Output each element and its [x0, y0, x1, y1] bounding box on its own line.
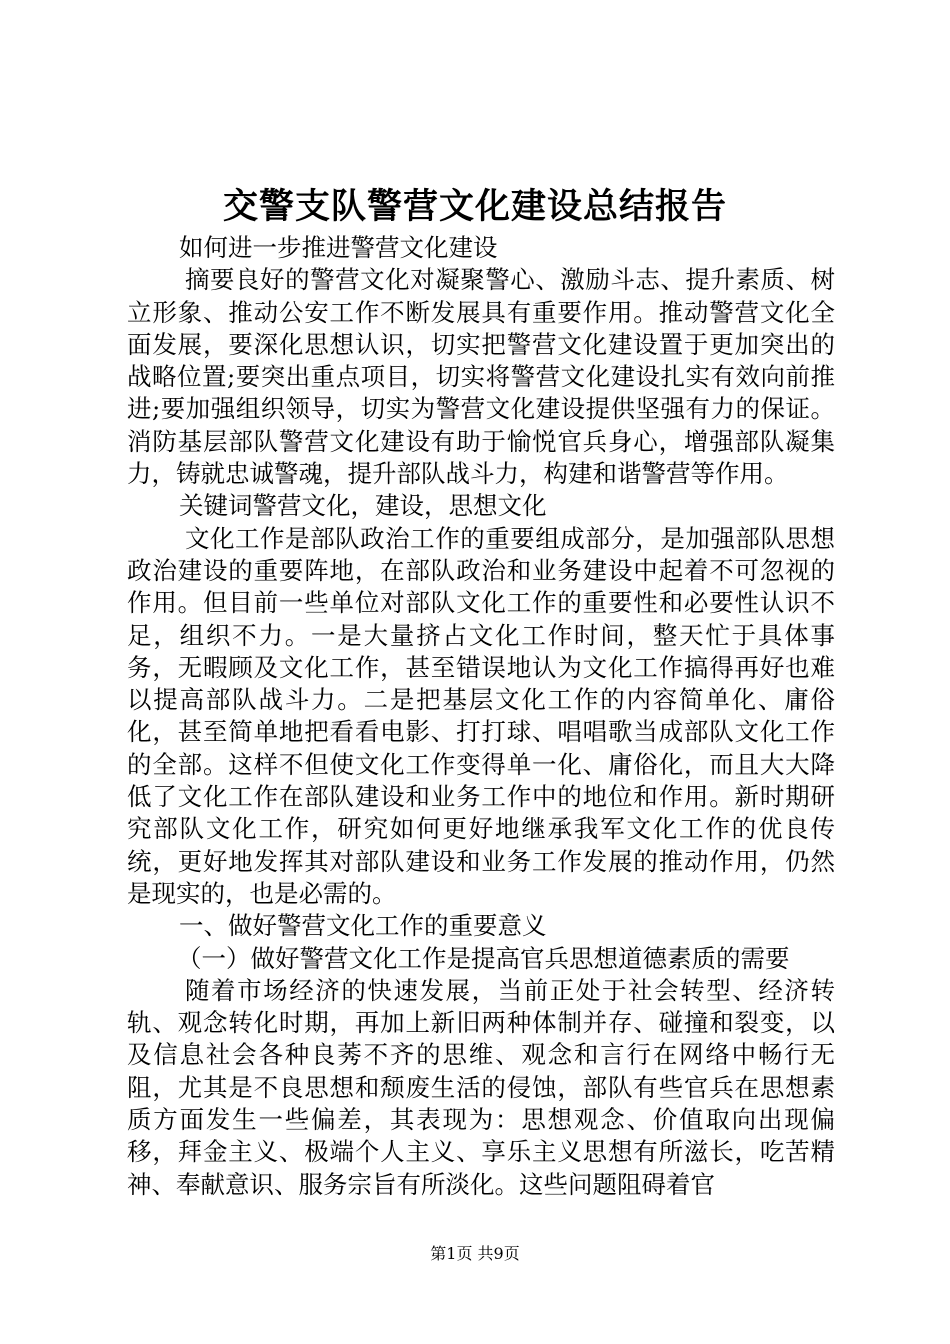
page-footer: 第1页 共9页	[430, 1244, 520, 1263]
abstract-paragraph: 摘要良好的警营文化对凝聚警心、激励斗志、提升素质、树立形象、推动公安工作不断发展具有重要作用。推动警营文化全面发展，要深化思想认识，切实把警营文化建设置于更加突出的战略位置;要突出重点项目，切实将警营文化建设扎实有效向前推进;要加强组织领导，切实为警营文化建设提供坚强有力的保证。消防基层部队警营文化建设有助于愉悦官兵身心，增强部队凝集力，铸就忠诚警魂，提升部队战斗力，构建和谐警营等作用。	[127, 265, 835, 489]
document-title: 交警支队警营文化建设总结报告	[222, 186, 727, 227]
subsection-heading: （一）做好警营文化工作是提高官兵思想道德素质的需要	[177, 943, 790, 973]
document-body	[127, 232, 835, 1201]
intro-paragraph: 文化工作是部队政治工作的重要组成部分，是加强部队思想政治建设的重要阵地，在部队政治和业务建设中起着不可忽视的作用。但目前一些单位对部队文化工作的重要性和必要性认识不足，组织不力。一是大量挤占文化工作时间，整天忙于具体事务，无暇顾及文化工作，甚至错误地认为文化工作搞得再好也难以提高部队战斗力。二是把基层文化工作的内容简单化、庸俗化，甚至简单地把看看电影、打打球、唱唱歌当成部队文化工作的全部。这样不但使文化工作变得单一化、庸俗化，而且大大降低了文化工作在部队建设和业务工作中的地位和作用。新时期研究部队文化工作，研究如何更好地继承我军文化工作的优良传统，更好地发挥其对部队建设和业务工作发展的推动作用，仍然是现实的，也是必需的。	[127, 523, 835, 908]
body-paragraph: 随着市场经济的快速发展，当前正处于社会转型、经济转轨、观念转化时期，再加上新旧两种体制并存、碰撞和裂变，以及信息社会各种良莠不齐的思维、观念和言行在网络中畅行无阻，尤其是不良思想和颓废生活的侵蚀，部队有些官兵在思想素质方面发生一些偏差，其表现为：思想观念、价值取向出现偏移，拜金主义、极端个人主义、享乐主义思想有所滋长，吃苦精神、奉献意识、服务宗旨有所淡化。这些问题阻碍着官	[127, 975, 835, 1199]
section-heading: 一、做好警营文化工作的重要意义	[179, 911, 547, 941]
subtitle-paragraph: 如何进一步推进警营文化建设	[179, 233, 498, 262]
keywords-paragraph: 关键词警营文化，建设，思想文化	[179, 491, 547, 521]
